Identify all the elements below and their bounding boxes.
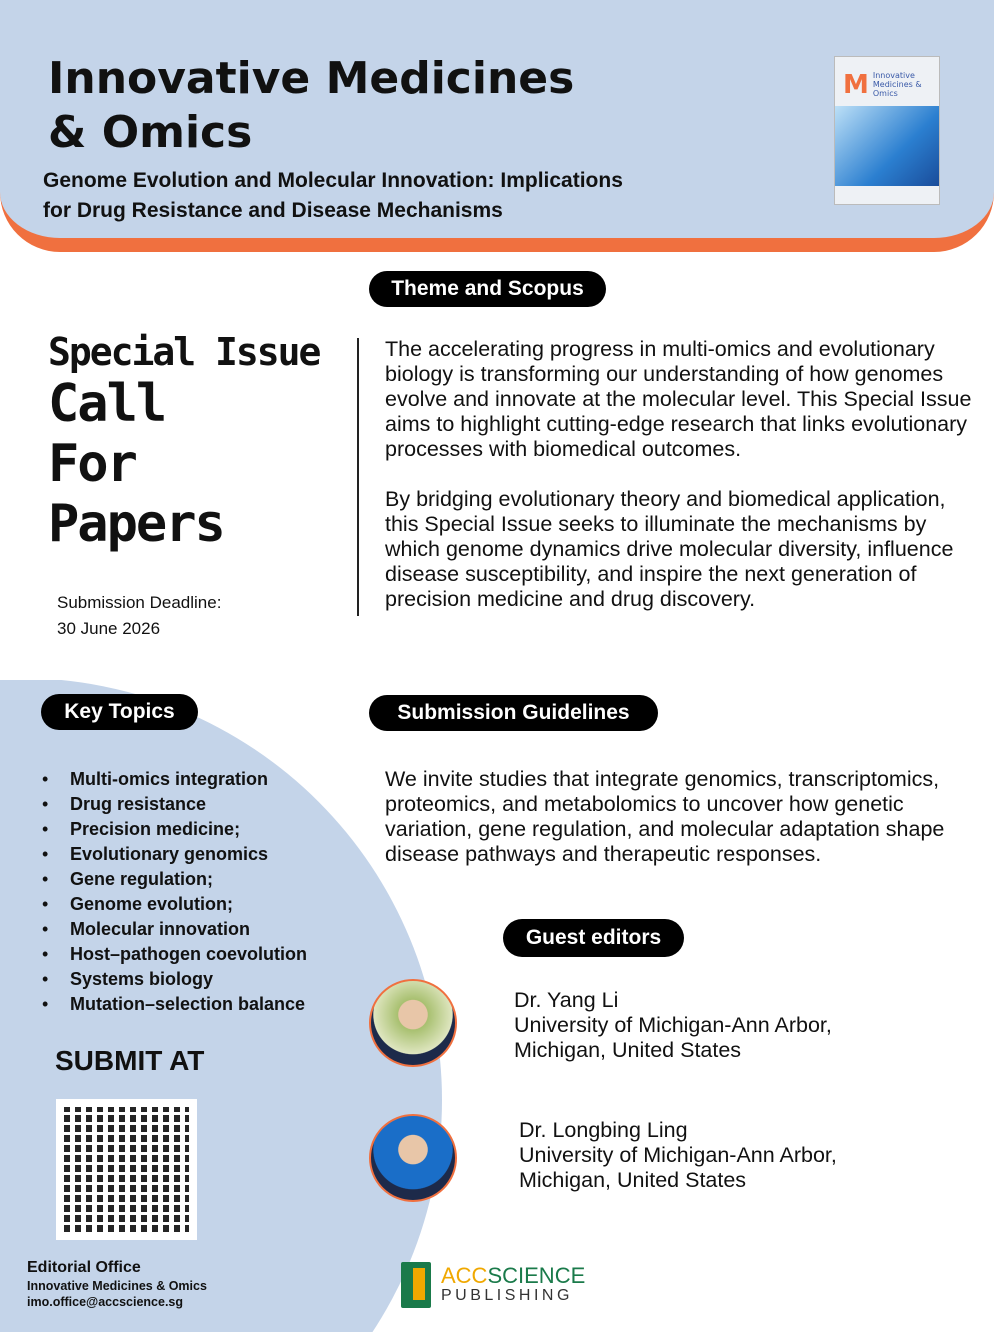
special-issue-title: Genome Evolution and Molecular Innovation: Implications for Drug Resistance and Disease Mechanisms [43, 169, 623, 222]
theme-heading: Theme and Scopus [369, 271, 606, 307]
list-item: • Drug resistance [42, 792, 307, 817]
editor-photo [369, 1114, 457, 1202]
journal-cover-image [834, 56, 940, 205]
editorial-office: Editorial Office Innovative Medicines & Omics imo.office@accscience.sg [27, 1259, 207, 1309]
office-email: imo.office@accscience.sg [27, 1295, 184, 1309]
list-item: • Systems biology [42, 967, 307, 992]
list-item: • Precision medicine; [42, 817, 307, 842]
guidelines-heading: Submission Guidelines [369, 695, 658, 731]
book-icon [401, 1262, 431, 1308]
journal-logo-icon: M [843, 69, 869, 100]
topics-heading: Key Topics [41, 694, 198, 730]
list-item: • Multi-omics integration [42, 767, 307, 792]
journal-title: Innovative Medicines & Omics [48, 53, 575, 158]
submission-deadline: Submission Deadline: 30 June 2026 [57, 593, 222, 638]
call-for-papers: Special Issue Call For Papers [48, 330, 320, 554]
publisher-logo: ACCSCIENCE PUBLISHING [401, 1262, 585, 1308]
submit-heading: SUBMIT AT [55, 1045, 205, 1076]
guidelines-text: We invite studies that integrate genomics, transcriptomics, proteomics, and metabolomics to uncover how genetic variation, gene regulation, and molecular adaptation shape disease pathways and therapeutic responses. [385, 767, 945, 866]
list-item: • Host–pathogen coevolution [42, 942, 307, 967]
list-item: • Mutation–selection balance [42, 992, 307, 1017]
topics-list [42, 767, 307, 1017]
list-item: • Gene regulation; [42, 867, 307, 892]
list-item: • Genome evolution; [42, 892, 307, 917]
list-item: • Evolutionary genomics [42, 842, 307, 867]
cover-title: Innovative Medicines & Omics [872, 71, 922, 98]
list-item: • Molecular innovation [42, 917, 307, 942]
editor-photo [369, 979, 457, 1067]
editor-info: Dr. Longbing Ling University of Michigan-Ann Arbor, Michigan, United States [519, 1118, 837, 1192]
qr-code[interactable] [56, 1099, 197, 1240]
divider [357, 338, 359, 616]
cover-artwork [835, 106, 939, 186]
theme-text: The accelerating progress in multi-omics and evolutionary biology is transforming our understanding of how genomes evolve and innovate at the molecular level. This Special Issue aims to highlight cutting-edge research that links evolutionary processes with biomedical outcomes. By bridging evolutionary theory and biomedical application, this Special Issue seeks to illuminate the mechanisms by which genome dynamics drive molecular diversity, influence disease susceptibility, and inspire the next generation of precision medicine and drug discovery. [385, 337, 972, 611]
editors-heading: Guest editors [503, 919, 684, 957]
editor-info: Dr. Yang Li University of Michigan-Ann Arbor, Michigan, United States [514, 988, 832, 1062]
